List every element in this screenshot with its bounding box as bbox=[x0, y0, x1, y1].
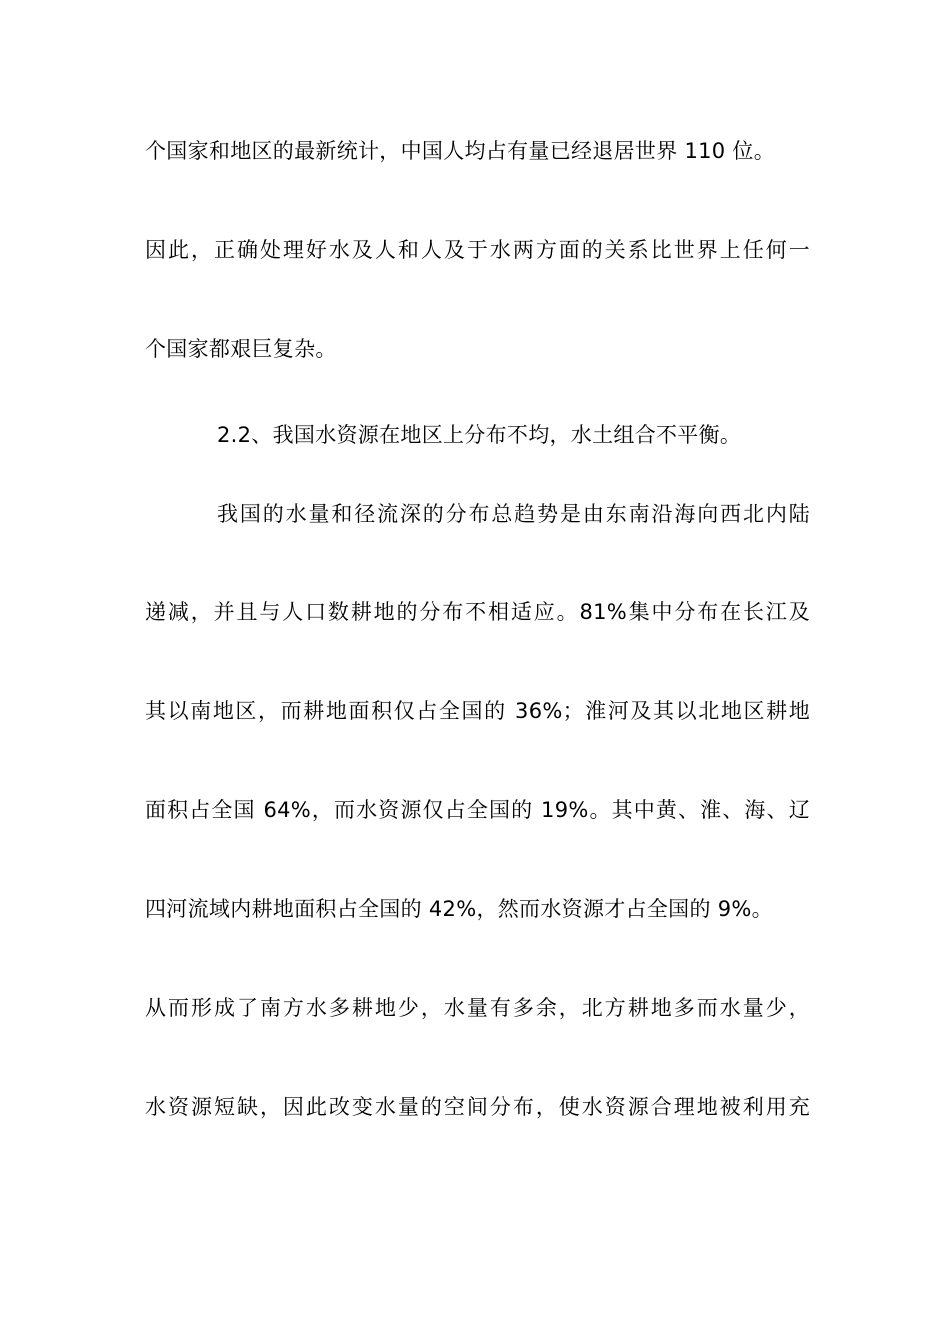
text-line: 个国家都艰巨复杂。 bbox=[145, 337, 337, 361]
text-line: 递减，并且与人口数耕地的分布不相适应。81%集中分布在长江及 bbox=[145, 600, 810, 624]
text-line: 面积占全国 64%，而水资源仅占全国的 19%。其中黄、淮、海、辽 bbox=[145, 798, 810, 822]
text-line: 四河流域内耕地面积占全国的 42%，然而水资源才占全国的 9%。 bbox=[145, 897, 773, 921]
text-line: 我国的水量和径流深的分布总趋势是由东南沿海向西北内陆 bbox=[217, 502, 810, 526]
text-line: 因此，正确处理好水及人和人及于水两方面的关系比世界上任何一 bbox=[145, 238, 810, 262]
text-line: 个国家和地区的最新统计，中国人均占有量已经退居世界 110 位。 bbox=[145, 139, 776, 163]
section-heading: 2.2、我国水资源在地区上分布不均，水土组合不平衡。 bbox=[217, 423, 742, 447]
text-line: 水资源短缺，因此改变水量的空间分布，使水资源合理地被利用充 bbox=[145, 1095, 810, 1119]
text-line: 从而形成了南方水多耕地少，水量有多余，北方耕地多而水量少， bbox=[145, 996, 810, 1020]
text-line: 其以南地区，而耕地面积仅占全国的 36%；淮河及其以北地区耕地 bbox=[145, 699, 810, 723]
